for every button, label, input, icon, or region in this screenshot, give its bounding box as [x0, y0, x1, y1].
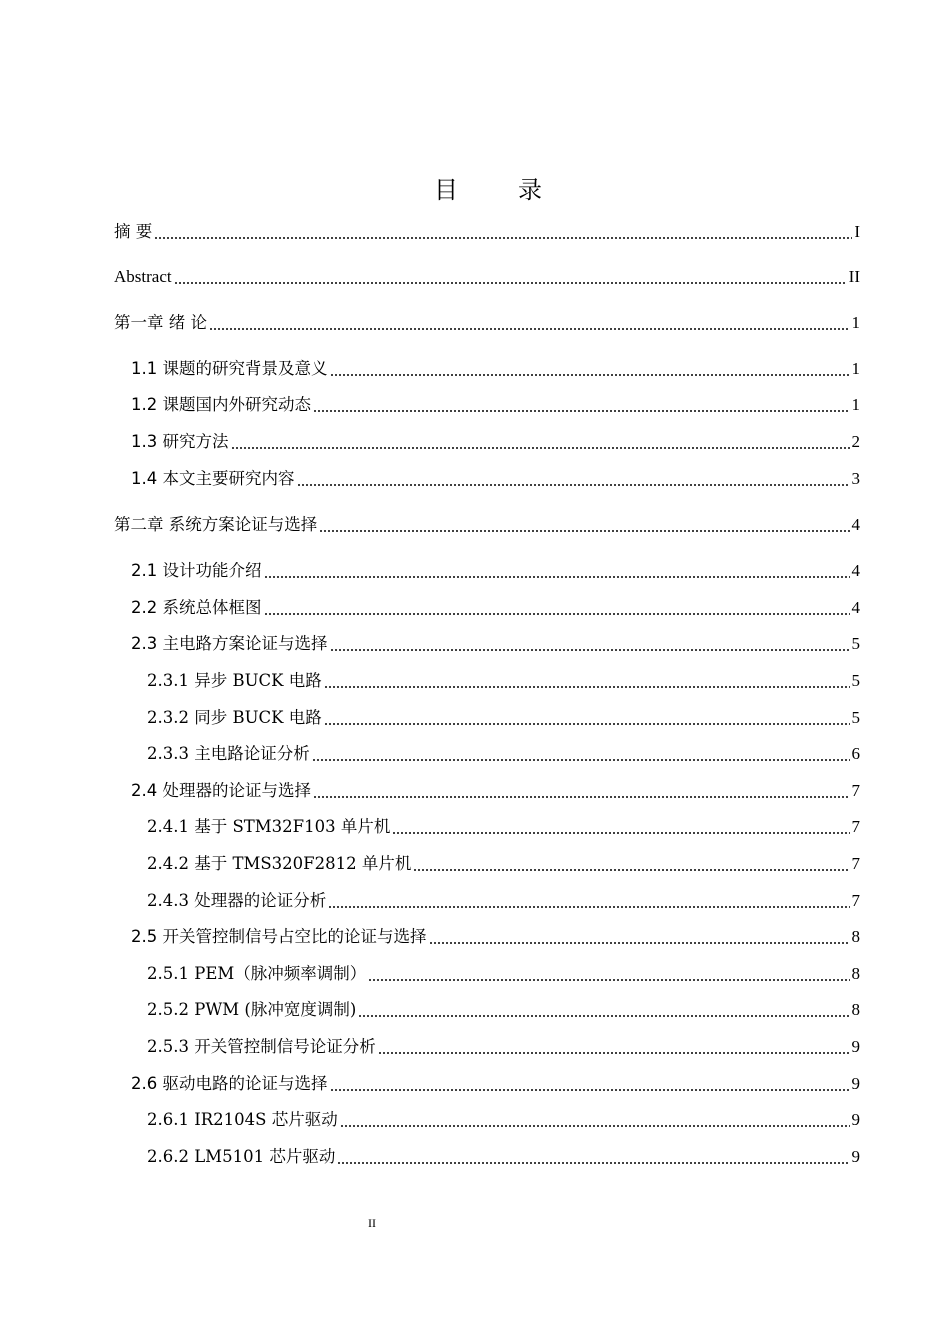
- dot-leader: [264, 576, 850, 578]
- toc-title: [0, 170, 950, 205]
- toc-entry-label: 2.4.3 处理器的论证分析: [147, 891, 327, 910]
- toc-entry-1-4[interactable]: [131, 467, 860, 491]
- toc-entry-2-4[interactable]: [131, 779, 860, 803]
- toc-entry-label: 2.4.2 基于 TMS320F2812 单片机: [147, 854, 412, 873]
- dot-leader: [231, 447, 850, 449]
- toc-entry-2-6-2[interactable]: [147, 1145, 860, 1169]
- dot-leader: [392, 832, 849, 834]
- toc-entry-2-5-2[interactable]: [147, 998, 860, 1022]
- dot-leader: [324, 723, 850, 725]
- toc-entry-label: 2.3.2 同步 BUCK 电路: [147, 708, 322, 727]
- toc-entry-page: 3: [851, 469, 860, 488]
- dot-leader: [368, 979, 849, 981]
- toc-entry-chapter-1[interactable]: [114, 311, 860, 335]
- dot-leader: [378, 1052, 850, 1054]
- toc-entry-page: II: [848, 267, 860, 286]
- page-footer-number: II: [368, 1216, 376, 1230]
- toc-entry-page: 8: [851, 1000, 860, 1019]
- toc-entry-page: I: [854, 222, 860, 241]
- toc-entry-2-6[interactable]: [131, 1072, 860, 1096]
- toc-entry-2-3[interactable]: [131, 632, 860, 656]
- toc-entry-label: 1.1 课题的研究背景及意义: [131, 359, 328, 378]
- toc-entry-label: 2.1 设计功能介绍: [131, 561, 262, 580]
- toc-entry-1-3[interactable]: [131, 430, 860, 454]
- dot-leader: [312, 759, 850, 761]
- dot-leader: [340, 1125, 850, 1127]
- toc-entry-1-2[interactable]: [131, 393, 860, 417]
- toc-entry-label: 2.4.1 基于 STM32F103 单片机: [147, 817, 391, 836]
- toc-entry-label: 2.6.1 IR2104S 芯片驱动: [147, 1110, 338, 1129]
- toc-entry-label: 2.5.2 PWM (脉冲宽度调制): [147, 1000, 357, 1019]
- toc-entry-page: 9: [851, 1037, 860, 1056]
- toc-entry-label: 摘 要: [114, 222, 153, 241]
- dot-leader: [313, 796, 850, 798]
- toc-entry-page: 7: [851, 817, 860, 836]
- toc-entry-2-5[interactable]: [131, 925, 860, 949]
- dot-leader: [337, 1162, 849, 1164]
- toc-entry-page: 4: [851, 515, 860, 534]
- dot-leader: [358, 1015, 849, 1017]
- dot-leader: [328, 906, 849, 908]
- toc-entry-page: 6: [851, 744, 860, 763]
- toc-entry-page: 8: [851, 927, 860, 946]
- toc-entry-label: 1.4 本文主要研究内容: [131, 469, 295, 488]
- toc-entry-2-4-3[interactable]: [147, 889, 860, 913]
- toc-entry-abstract-en[interactable]: [114, 265, 860, 289]
- dot-leader: [297, 484, 850, 486]
- toc-entry-page: 1: [851, 313, 860, 332]
- toc-entry-abstract-cn[interactable]: [114, 220, 860, 244]
- toc-entry-2-5-1[interactable]: [147, 962, 860, 986]
- toc-entry-2-2[interactable]: [131, 596, 860, 620]
- toc-entry-label: 2.3.3 主电路论证分析: [147, 744, 310, 763]
- toc-entry-label: 第一章 绪 论: [114, 313, 207, 332]
- toc-entry-2-4-2[interactable]: [147, 852, 860, 876]
- toc-entry-label: 2.3 主电路方案论证与选择: [131, 634, 328, 653]
- toc-entry-page: 5: [851, 671, 860, 690]
- dot-leader: [174, 282, 847, 284]
- toc-entry-label: 1.3 研究方法: [131, 432, 229, 451]
- toc-entry-label: 2.5 开关管控制信号占空比的论证与选择: [131, 927, 427, 946]
- toc-entry-page: 1: [851, 395, 860, 414]
- toc-entry-label: 2.6 驱动电路的论证与选择: [131, 1074, 328, 1093]
- dot-leader: [154, 237, 852, 239]
- toc-entry-page: 5: [851, 634, 860, 653]
- toc-entry-2-4-1[interactable]: [147, 815, 860, 839]
- dot-leader: [330, 374, 850, 376]
- toc-entry-page: 8: [851, 964, 860, 983]
- toc-entry-page: 9: [851, 1147, 860, 1166]
- toc-entry-label: 2.2 系统总体框图: [131, 598, 262, 617]
- dot-leader: [330, 1089, 850, 1091]
- toc-entry-page: 7: [851, 891, 860, 910]
- toc-entry-page: 7: [851, 854, 860, 873]
- toc-title-char-2: 录: [518, 176, 542, 204]
- dot-leader: [324, 686, 850, 688]
- toc-entry-page: 9: [851, 1074, 860, 1093]
- dot-leader: [319, 530, 849, 532]
- toc-entry-2-3-2[interactable]: [147, 706, 860, 730]
- toc-entry-label: 1.2 课题国内外研究动态: [131, 395, 311, 414]
- dot-leader: [330, 649, 850, 651]
- toc-entry-1-1[interactable]: [131, 357, 860, 381]
- toc-entry-2-5-3[interactable]: [147, 1035, 860, 1059]
- dot-leader: [429, 942, 850, 944]
- toc-entry-chapter-2[interactable]: [114, 513, 860, 537]
- toc-title-char-1: 目: [434, 176, 458, 204]
- toc-entry-label: 第二章 系统方案论证与选择: [114, 515, 318, 534]
- toc-entry-page: 9: [851, 1110, 860, 1129]
- toc-entry-label: 2.4 处理器的论证与选择: [131, 781, 311, 800]
- toc-entry-page: 4: [851, 598, 860, 617]
- toc-entry-page: 7: [851, 781, 860, 800]
- toc-entry-label: Abstract: [114, 267, 172, 286]
- dot-leader: [413, 869, 849, 871]
- toc-entry-page: 5: [851, 708, 860, 727]
- toc-entry-2-1[interactable]: [131, 559, 860, 583]
- dot-leader: [209, 328, 850, 330]
- dot-leader: [264, 613, 850, 615]
- toc-entry-page: 2: [851, 432, 860, 451]
- toc-entry-label: 2.6.2 LM5101 芯片驱动: [147, 1147, 336, 1166]
- toc-entry-page: 1: [851, 359, 860, 378]
- toc-entry-page: 4: [851, 561, 860, 580]
- toc-entry-label: 2.5.1 PEM（脉冲频率调制）: [147, 964, 367, 983]
- toc-entry-2-3-3[interactable]: [147, 742, 860, 766]
- dot-leader: [313, 410, 850, 412]
- toc-entry-2-6-1[interactable]: [147, 1108, 860, 1132]
- toc-entry-label: 2.3.1 异步 BUCK 电路: [147, 671, 322, 690]
- toc-entry-label: 2.5.3 开关管控制信号论证分析: [147, 1037, 376, 1056]
- toc-entry-2-3-1[interactable]: [147, 669, 860, 693]
